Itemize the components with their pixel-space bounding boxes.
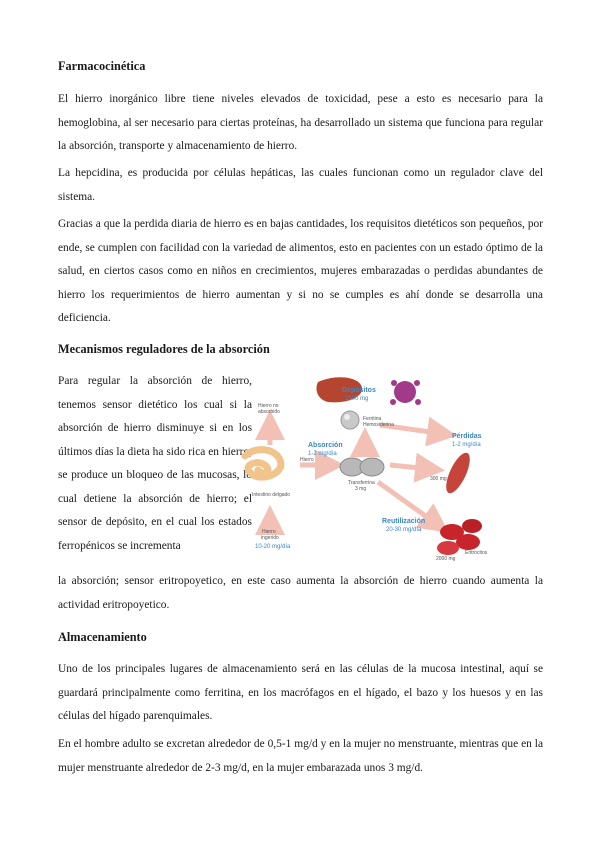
heading-mecanismos: Mecanismos reguladores de la absorción: [58, 342, 270, 356]
muscle-icon: [441, 450, 474, 497]
macrophage-icon: [390, 380, 421, 405]
hierro-no-absorbido-line2: absorbido: [258, 409, 280, 415]
ferritin-icon: [341, 411, 359, 429]
reutilizacion-title: Reutilización: [382, 518, 426, 525]
intestino-label: Intestino delgado: [252, 492, 291, 498]
absorcion-value: 1-2 mg/día: [308, 451, 337, 457]
iron-metabolism-figure: [200, 370, 488, 562]
heading-almacenamiento: Almacenamiento: [58, 630, 147, 644]
depositos-title: Depósitos: [342, 387, 376, 394]
eritrocitos-value: 2000 mg: [436, 556, 456, 562]
absorcion-title: Absorción: [308, 442, 343, 449]
reutilizacion-value: 20-30 mg/día: [386, 527, 422, 533]
paragraph-farmacocinetica-1: El hierro inorgánico libre tiene niveles elevados de toxicidad, pese a esto es necesario para la hemoglobina, al ser necesario para ciertas proteínas, ha desarrollado un sistema que funciona para regular la absorción, transporte y almacenamiento de hierro.: [58, 93, 543, 152]
hemosiderina-label: Hemosiderina: [363, 422, 394, 428]
depositos-value: 1500 mg: [345, 396, 369, 402]
paragraph-almacenamiento-1: Uno de los principales lugares de almacenamiento será en las células de la mucosa intestinal, aquí se guardará principalmente como ferritina, en los macrófagos en el hígado, el bazo y los huesos y en las células del hígado parenquimales.: [58, 663, 543, 722]
paragraph-farmacocinetica-3: Gracias a que la perdida diaria de hierro es en bajas cantidades, los requisitos dietéticos son pequeños, por ende, se cumplen con facilidad con la variedad de alimentos, esto en pacientes con un estado óptimo de la salud, en ciertos casos como en niños en crecimientos, mujeres embarazadas o perdidas abundantes de hierro los requerimientos de hierro aumentan y si no se cumples es ahí donde se desarrolla una deficiencia.: [58, 218, 543, 324]
ferritina-label: Ferritina: [363, 416, 382, 422]
perdidas-title: Pérdidas: [452, 433, 482, 440]
ingerido-value: 10-20 mg/día: [255, 544, 291, 550]
transferrina-value: 3 mg: [355, 486, 367, 492]
paragraph-mecanismos-rest: la absorción; sensor eritropoyetico, en este caso aumenta la absorción de hierro cuando aumenta la actividad eritropoyetico.: [58, 575, 543, 611]
paragraph-mecanismos-wrapped: Para regular la absorción de hierro, tenemos sensor dietético los cual si la absorción de hierro disminuye si en los últimos días la dieta ha sido rica en hierro, se produce un bloqueo de las mucosas, lo cual detiene la absorción de hierro; el sensor de depósito, en el cual los estados ferropénicos se incrementa: [58, 375, 252, 552]
hierro-ingerido-line1: Hierro: [262, 529, 276, 535]
heading-farmacocinetica: Farmacocinética: [58, 59, 146, 73]
paragraph-almacenamiento-2: En el hombre adulto se excretan alrededor de 0,5-1 mg/d y en la mujer no menstruante, mientras que en la mujer menstruante alrededor de 2-3 mg/d, en la mujer embarazada unos 3 mg/d.: [58, 738, 543, 774]
flow-arrows: [270, 415, 452, 535]
intestine-icon: [245, 450, 281, 478]
hierro-ingerido-line2: ingerido: [261, 535, 279, 541]
musculo-value: 300 mg: [430, 476, 447, 482]
eritrocitos-label: Eritrocitos: [465, 550, 488, 556]
hierro-label: Hierro: [300, 457, 314, 463]
perdidas-value: 1-2 mg/día: [452, 442, 481, 448]
hierro-no-absorbido-line1: Hierro no: [258, 403, 279, 409]
transferrina-label: Transferrina: [348, 480, 375, 486]
transferrin-icon: [340, 458, 384, 476]
paragraph-farmacocinetica-2: La hepcidina, es producida por células hepáticas, las cuales funcionan como un regulador clave del sistema.: [58, 167, 543, 203]
to-muscle-arrow: [390, 465, 440, 470]
